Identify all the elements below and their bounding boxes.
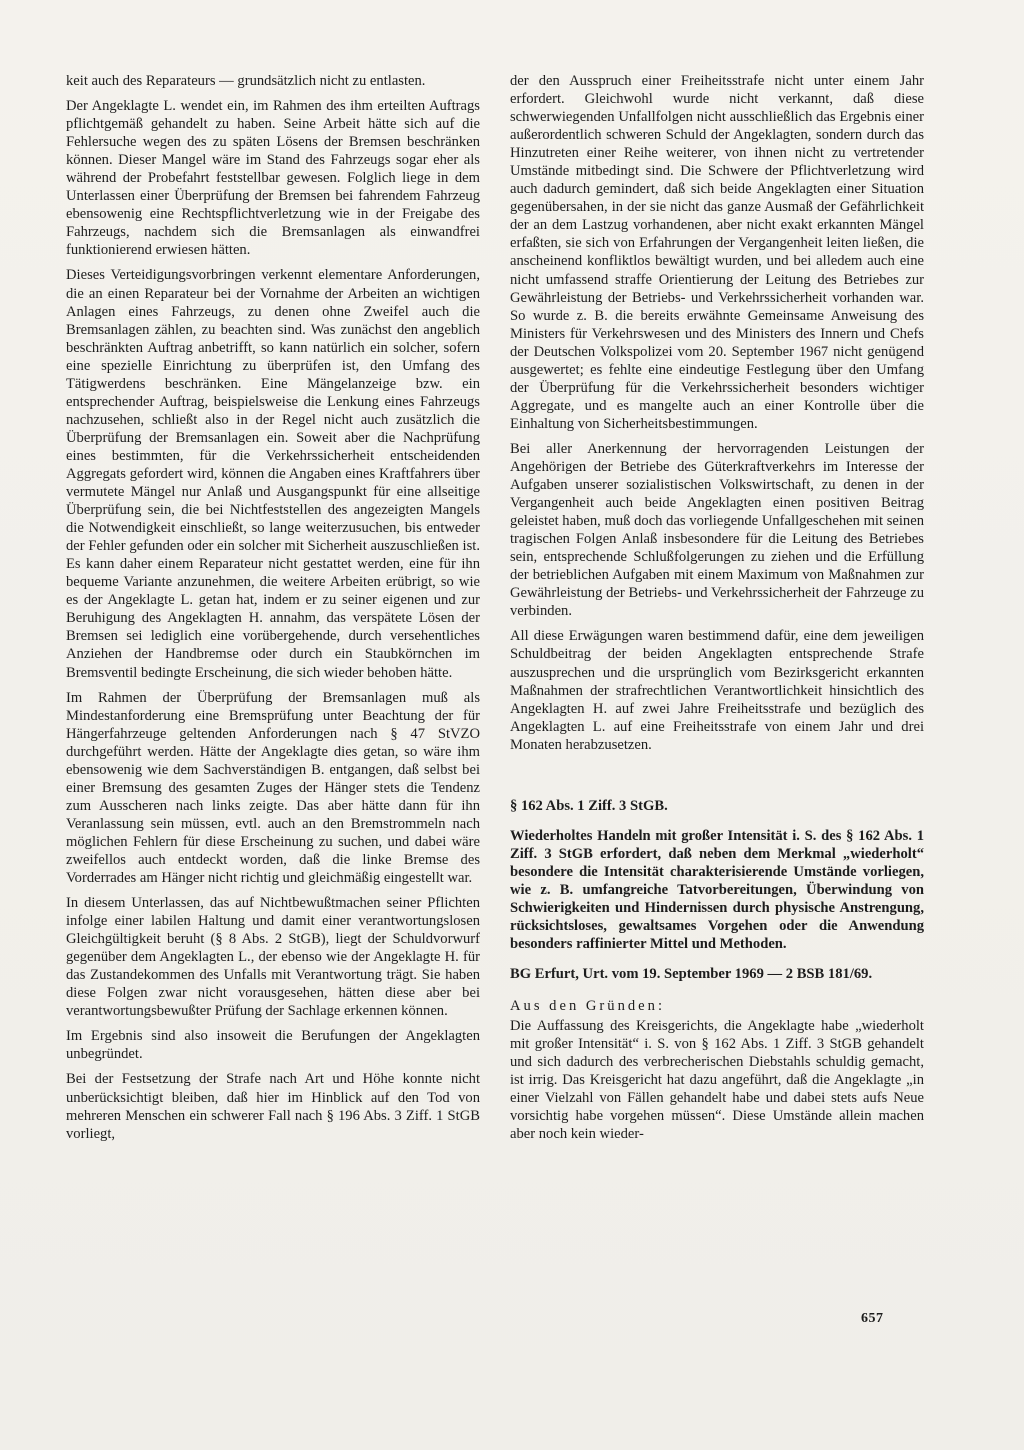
law-reference: § 162 Abs. 1 Ziff. 3 StGB. bbox=[510, 797, 668, 814]
reasons-heading: Aus den Gründen: bbox=[510, 998, 666, 1015]
paragraph: der den Ausspruch einer Freiheitsstrafe nicht unter einem Jahr erfordert. Gleichwohl wurde nicht verkannt, daß diese schwerwiegenden Unfallfolgen nicht ausschließlich das Ergebnis einer außerordentlich schweren Schuld der Angeklagten, sondern durch das Hinzutreten einer Reihe weiterer, von ihnen nicht zu vertretender Umstände mitbedingt sind. Die Schwere der Pflichtverletzung wird auch dadurch gemindert, daß sich beide Angeklagten einer Situation gegenübersahen, in der sie nicht das ganze Ausmaß der Gefährlichkeit der an dem Lastzug vorhandenen, aber nicht exakt erkannten Mängel erfaßten, sie sich von Erfahrungen der Vergangenheit leiten ließen, die anscheinend konfliktlos bewältigt wurden, und bei alledem auch eine nicht umfassend straffe Orientierung der Leitung des Betriebes zur Gewährleistung der Betriebs- und Verkehrssicherheit vorhanden war. So wurde z. B. die bereits erwähnte Gemeinsame Anweisung des Ministers für Verkehrswesen und des Ministers des Innern und Chefs der Deutschen Volkspolizei vom 20. September 1967 nicht genügend ausgewertet; es fehlte eine eindeutige Festlegung über den Umfang der Überprüfung für die Verkehrssicherheit besonders wichtiger Aggregate, und es mangelte auch an einer Kontrolle über die Einhaltung von Sicherheitsbestimmungen. bbox=[510, 73, 924, 432]
headnote: Wiederholtes Handeln mit großer Intensität i. S. des § 162 Abs. 1 Ziff. 3 StGB erfordert, daß neben dem Merkmal „wiederholt“ besondere die Intensität charakterisierende Umstände vorliegen, wie z. B. umfangreiche Tatvorbereitungen, Überwindung von Schwierigkeiten und Hindernissen durch physische Anstrengung, rücksichtsloses, gewaltsames Vorgehen oder die Anwendung besonders raffinierter Mittel und Methoden. bbox=[510, 827, 924, 953]
paragraph: Im Rahmen der Überprüfung der Bremsanlagen muß als Mindestanforderung eine Bremsprüfung unter Beachtung der für Hängerfahrzeuge geltenden Anforderungen nach § 47 StVZO durchgeführt werden. Hätte der Angeklagte dies getan, so wäre ihm ebensowenig wie dem Sachverständigen B. entgangen, daß selbst bei einer Bremsung des gesamten Zuges der Hänger stets die Tendenz zum Ausscheren nach links zeigte. Das aber hätte dann für ihn Veranlassung sein müssen, evtl. auch an den Bremstrommeln nach möglichen Fehlern für diese Erscheinung zu suchen, und dabei wäre zweifellos auch entdeckt worden, daß die linke Bremse des Vorderrades am Hänger nicht richtig und gleichmäßig eingestellt war. bbox=[66, 689, 480, 887]
section-spacer bbox=[510, 761, 924, 797]
paragraph: All diese Erwägungen waren bestimmend dafür, eine dem jeweiligen Schuldbeitrag der beiden Angeklagten entsprechende Strafe auszusprechen und die ursprünglich vom Bezirksgericht erkannten Maßnahmen der strafrechtlichen Verantwortlichkeit hinsichtlich des Angeklagten H. auf zwei Jahre Freiheitsstrafe und bezüglich des Angeklagten L. auf eine Freiheitsstrafe von einem Jahr und drei Monaten herabzusetzen. bbox=[510, 628, 924, 753]
paragraph: Bei aller Anerkennung der hervorragenden Leistungen der Angehörigen der Betriebe des Güterkraftverkehrs im Interesse der Aufgaben unserer sozialistischen Volkswirtschaft, zu denen in der Vergangenheit auch beide Angeklagten einen positiven Beitrag geleistet haben, muß doch das vorliegende Unfallgeschehen mit seinen tragischen Folgen Anlaß insbesondere für die Leitung des Betriebes sein, entsprechende Schlußfolgerungen zu ziehen und die Erfüllung der betrieblichen Aufgaben mit einem Maximum von Maßnahmen zur Gewährleistung der Betriebs- und Verkehrssicherheit der Fahrzeuge zu verbinden. bbox=[510, 440, 924, 620]
paragraph: Der Angeklagte L. wendet ein, im Rahmen des ihm erteilten Auftrags pflichtgemäß gehandelt zu haben. Seine Arbeit hätte sich auf die Fehlersuche wegen des zu späten Lösens der Bremsen beschränken können. Dieser Mangel wäre im Stand des Fahrzeugs sogar eher als während der Probefahrt feststellbar gewesen. Folglich liege in dem Unterlassen einer Überprüfung der Bremsen bei fahrendem Fahrzeug ebensowenig eine Rechtspflichtverletzung wie in der Freigabe des Fahrzeugs, nachdem sich die Bremsanlagen als einwandfrei funktionierend erwiesen hätten. bbox=[66, 98, 480, 259]
reasons-paragraph: Die Auffassung des Kreisgerichts, die Angeklagte habe „wiederholt mit großer Intensität“ i. S. von § 162 Abs. 1 Ziff. 3 StGB gehandelt und sich dadurch des verbrecherischen Diebstahls schuldig gemacht, ist irrig. Das Kreisgericht hat dazu angeführt, daß die Angeklagte „in einer Vielzahl von Fällen gehandelt habe und dabei stets aufs Neue vorsichtig habe vorgehen müssen“. Diese Umstände allein machen aber noch kein wieder- bbox=[510, 1018, 924, 1143]
court-reference: BG Erfurt, Urt. vom 19. September 1969 — 2 BSB 181/69. bbox=[510, 966, 873, 983]
paragraph: In diesem Unterlassen, das auf Nichtbewußtmachen seiner Pflichten infolge einer labilen Haltung und damit einer verantwortungslosen Gleichgültigkeit beruht (§ 8 Abs. 2 StGB), liegt der Schuldvorwurf gegenüber dem Angeklagten L., der ebenso wie der Angeklagte H. für das Zustandekommen des Unfalls mit Verantwortung trägt. Sie haben diese Folgen zwar nicht vorausgesehen, hätten diese aber bei verantwortungsbewußter Prüfung der Sachlage erkennen können. bbox=[66, 895, 480, 1020]
right-column bbox=[510, 72, 924, 1151]
paragraph: Bei der Festsetzung der Strafe nach Art und Höhe konnte nicht unberücksichtigt bleiben, daß hier im Hinblick auf den Tod von mehreren Menschen ein schwerer Fall nach § 196 Abs. 3 Ziff. 1 StGB vorliegt, bbox=[66, 1071, 480, 1142]
left-column bbox=[66, 72, 480, 1150]
paragraph: Dieses Verteidigungsvorbringen verkennt elementare Anforderungen, die an einen Reparateur bei der Vornahme der Arbeiten an wichtigen Anlagen eines Fahrzeugs, zu denen ohne Zweifel auch die Bremsanlagen zählen, zu beachten sind. Was zunächst den angeblich beschränkten Auftrag anbetrifft, so kann natürlich ein solcher, sofern eine spezielle Einrichtung zu überprüfen ist, den Umfang des Tätigwerdens beschränken. Eine Mängelanzeige bzw. ein entsprechender Auftrag, beispielsweise die Lenkung eines Fahrzeugs nachzusehen, schließt also in der Regel nicht auch zusätzlich die Überprüfung der Bremsanlagen ein. Soweit aber die Nachprüfung eines bestimmten, für die Verkehrssicherheit entscheidenden Aggregats gefordert wird, können die Angaben eines Kraftfahrers über vermutete Mängel nur Anlaß und Ausgangspunkt für eine allseitige Überprüfung sein, die bei Nichtfeststellen des angezeigten Mangels die Notwendigkeit einschließt, so lange weiterzusuchen, bis entweder der Fehler gefunden oder ein solcher mit Sicherheit auszuschließen ist. Es kann daher einem Reparateur nicht gestattet werden, eine für ihn bequeme Variante anzunehmen, die weitere Arbeiten erübrigt, so wie es der Angeklagte L. getan hat, indem er zu seiner eigenen und zur Beruhigung des Angeklagten H. annahm, das verspätete Lösen der Bremsen sei lediglich eine vorübergehende, durch versehentliches Anziehen der Handbremse oder durch ein Staubkörnchen im Bremsventil bedingte Erscheinung, die sich wieder behoben hätte. bbox=[66, 267, 480, 681]
paragraph: Im Ergebnis sind also insoweit die Berufungen der Angeklagten unbegründet. bbox=[66, 1028, 480, 1063]
page-number: 657 bbox=[861, 1311, 884, 1326]
paragraph: keit auch des Reparateurs — grundsätzlich nicht zu entlasten. bbox=[66, 73, 426, 89]
